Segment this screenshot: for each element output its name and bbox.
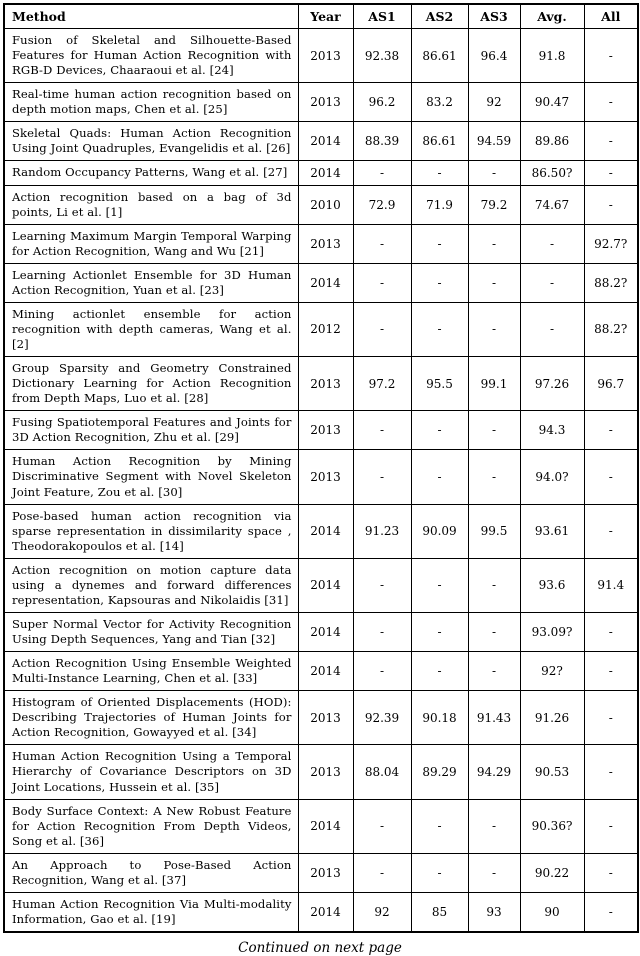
- year-cell: 2013: [298, 224, 353, 263]
- col-header-method: Method: [4, 4, 298, 29]
- table-row: [4, 357, 638, 411]
- avg-cell: 91.8: [520, 29, 584, 83]
- avg-cell: 90.53: [520, 745, 584, 799]
- all-cell: -: [584, 83, 638, 122]
- col-header-as3: AS3: [468, 4, 520, 29]
- year-cell: 2014: [298, 263, 353, 302]
- year-cell: 2012: [298, 302, 353, 356]
- year-cell: 2014: [298, 558, 353, 612]
- year-cell: 2013: [298, 357, 353, 411]
- as2-cell: 90.09: [411, 504, 468, 558]
- method-cell: Action Recognition Using Ensemble Weighted Multi-Instance Learning, Chen et al. [33]: [4, 652, 298, 691]
- as1-cell: 88.04: [353, 745, 411, 799]
- all-cell: -: [584, 161, 638, 185]
- table-row: [4, 122, 638, 161]
- as2-cell: -: [411, 612, 468, 651]
- table-row: [4, 745, 638, 799]
- avg-cell: 92?: [520, 652, 584, 691]
- as1-cell: 97.2: [353, 357, 411, 411]
- method-cell: Skeletal Quads: Human Action Recognition Using Joint Quadruples, Evangelidis et al. [26]: [4, 122, 298, 161]
- as1-cell: -: [353, 799, 411, 853]
- table-row: [4, 691, 638, 745]
- all-cell: -: [584, 612, 638, 651]
- avg-cell: 94.3: [520, 411, 584, 450]
- method-cell: An Approach to Pose-Based Action Recognition, Wang et al. [37]: [4, 853, 298, 892]
- avg-cell: -: [520, 224, 584, 263]
- year-cell: 2013: [298, 450, 353, 504]
- avg-cell: 89.86: [520, 122, 584, 161]
- year-cell: 2013: [298, 29, 353, 83]
- method-cell: Group Sparsity and Geometry Constrained Dictionary Learning for Action Recognition from Depth Maps, Luo et al. [28]: [4, 357, 298, 411]
- as3-cell: -: [468, 558, 520, 612]
- table-row: [4, 185, 638, 224]
- as2-cell: 71.9: [411, 185, 468, 224]
- avg-cell: 86.50?: [520, 161, 584, 185]
- as1-cell: -: [353, 263, 411, 302]
- avg-cell: 93.6: [520, 558, 584, 612]
- table-row: [4, 29, 638, 83]
- all-cell: -: [584, 892, 638, 932]
- as3-cell: -: [468, 612, 520, 651]
- results-table: [3, 3, 639, 933]
- table-row: [4, 892, 638, 932]
- as1-cell: -: [353, 302, 411, 356]
- all-cell: 96.7: [584, 357, 638, 411]
- as3-cell: 79.2: [468, 185, 520, 224]
- method-cell: Real-time human action recognition based on depth motion maps, Chen et al. [25]: [4, 83, 298, 122]
- as2-cell: -: [411, 558, 468, 612]
- as1-cell: -: [353, 161, 411, 185]
- method-cell: Human Action Recognition by Mining Discriminative Segment with Novel Skeleton Joint Feature, Zou et al. [30]: [4, 450, 298, 504]
- as1-cell: 92: [353, 892, 411, 932]
- header-row: [4, 4, 638, 29]
- as2-cell: -: [411, 799, 468, 853]
- method-cell: Fusing Spatiotemporal Features and Joints for 3D Action Recognition, Zhu et al. [29]: [4, 411, 298, 450]
- as2-cell: 89.29: [411, 745, 468, 799]
- method-cell: Human Action Recognition Using a Temporal Hierarchy of Covariance Descriptors on 3D Joint Locations, Hussein et al. [35]: [4, 745, 298, 799]
- table-row: [4, 224, 638, 263]
- avg-cell: 90: [520, 892, 584, 932]
- as2-cell: -: [411, 263, 468, 302]
- as3-cell: -: [468, 799, 520, 853]
- year-cell: 2013: [298, 853, 353, 892]
- method-cell: Super Normal Vector for Activity Recognition Using Depth Sequences, Yang and Tian [32]: [4, 612, 298, 651]
- year-cell: 2014: [298, 504, 353, 558]
- as1-cell: 72.9: [353, 185, 411, 224]
- as2-cell: 85: [411, 892, 468, 932]
- year-cell: 2013: [298, 411, 353, 450]
- as3-cell: 96.4: [468, 29, 520, 83]
- method-cell: Mining actionlet ensemble for action recognition with depth cameras, Wang et al. [2]: [4, 302, 298, 356]
- as3-cell: 94.59: [468, 122, 520, 161]
- all-cell: -: [584, 122, 638, 161]
- year-cell: 2010: [298, 185, 353, 224]
- method-cell: Pose-based human action recognition via sparse representation in dissimilarity space , Theodorakopoulos et al. [14]: [4, 504, 298, 558]
- avg-cell: 74.67: [520, 185, 584, 224]
- as2-cell: -: [411, 411, 468, 450]
- table-row: [4, 504, 638, 558]
- as2-cell: -: [411, 652, 468, 691]
- table-row: [4, 853, 638, 892]
- year-cell: 2013: [298, 83, 353, 122]
- as2-cell: 86.61: [411, 122, 468, 161]
- as2-cell: -: [411, 161, 468, 185]
- all-cell: -: [584, 29, 638, 83]
- table-row: [4, 161, 638, 185]
- all-cell: 88.2?: [584, 302, 638, 356]
- as1-cell: 92.38: [353, 29, 411, 83]
- as1-cell: -: [353, 558, 411, 612]
- as1-cell: 92.39: [353, 691, 411, 745]
- table-row: [4, 652, 638, 691]
- as3-cell: 94.29: [468, 745, 520, 799]
- as3-cell: -: [468, 224, 520, 263]
- table-row: [4, 302, 638, 356]
- all-cell: -: [584, 853, 638, 892]
- all-cell: -: [584, 745, 638, 799]
- method-cell: Fusion of Skeletal and Silhouette-Based Features for Human Action Recognition with RGB-D Devices, Chaaraoui et al. [24]: [4, 29, 298, 83]
- as2-cell: -: [411, 224, 468, 263]
- col-header-as2: AS2: [411, 4, 468, 29]
- as2-cell: 86.61: [411, 29, 468, 83]
- year-cell: 2014: [298, 161, 353, 185]
- avg-cell: -: [520, 302, 584, 356]
- as3-cell: -: [468, 302, 520, 356]
- as1-cell: 88.39: [353, 122, 411, 161]
- as1-cell: 96.2: [353, 83, 411, 122]
- as1-cell: -: [353, 450, 411, 504]
- as3-cell: 99.5: [468, 504, 520, 558]
- as2-cell: -: [411, 450, 468, 504]
- col-header-as1: AS1: [353, 4, 411, 29]
- method-cell: Learning Maximum Margin Temporal Warping for Action Recognition, Wang and Wu [21]: [4, 224, 298, 263]
- method-cell: Body Surface Context: A New Robust Feature for Action Recognition From Depth Videos, Song et al. [36]: [4, 799, 298, 853]
- col-header-all: All: [584, 4, 638, 29]
- continued-note: Continued on next page: [238, 940, 402, 956]
- method-cell: Action recognition based on a bag of 3d points, Li et al. [1]: [4, 185, 298, 224]
- avg-cell: 90.36?: [520, 799, 584, 853]
- table-row: [4, 450, 638, 504]
- as3-cell: 92: [468, 83, 520, 122]
- all-cell: 91.4: [584, 558, 638, 612]
- as2-cell: -: [411, 302, 468, 356]
- avg-cell: 97.26: [520, 357, 584, 411]
- table-row: [4, 411, 638, 450]
- all-cell: -: [584, 450, 638, 504]
- as2-cell: 83.2: [411, 83, 468, 122]
- as3-cell: 99.1: [468, 357, 520, 411]
- as1-cell: -: [353, 612, 411, 651]
- avg-cell: 91.26: [520, 691, 584, 745]
- col-header-avg: Avg.: [520, 4, 584, 29]
- year-cell: 2014: [298, 612, 353, 651]
- all-cell: -: [584, 652, 638, 691]
- as3-cell: -: [468, 161, 520, 185]
- as2-cell: -: [411, 853, 468, 892]
- as1-cell: -: [353, 224, 411, 263]
- col-header-year: Year: [298, 4, 353, 29]
- all-cell: 88.2?: [584, 263, 638, 302]
- table-row: [4, 799, 638, 853]
- as3-cell: -: [468, 853, 520, 892]
- all-cell: -: [584, 691, 638, 745]
- avg-cell: 94.0?: [520, 450, 584, 504]
- year-cell: 2014: [298, 892, 353, 932]
- all-cell: 92.7?: [584, 224, 638, 263]
- as3-cell: -: [468, 450, 520, 504]
- as1-cell: 91.23: [353, 504, 411, 558]
- as2-cell: 90.18: [411, 691, 468, 745]
- method-cell: Histogram of Oriented Displacements (HOD): Describing Trajectories of Human Joints for Action Recognition, Gowayyed et al. [34]: [4, 691, 298, 745]
- table-row: [4, 558, 638, 612]
- as1-cell: -: [353, 853, 411, 892]
- as3-cell: -: [468, 652, 520, 691]
- year-cell: 2014: [298, 652, 353, 691]
- method-cell: Random Occupancy Patterns, Wang et al. [27]: [4, 161, 298, 185]
- avg-cell: 90.47: [520, 83, 584, 122]
- table-row: [4, 83, 638, 122]
- all-cell: -: [584, 185, 638, 224]
- avg-cell: -: [520, 263, 584, 302]
- as3-cell: 91.43: [468, 691, 520, 745]
- as2-cell: 95.5: [411, 357, 468, 411]
- method-cell: Learning Actionlet Ensemble for 3D Human Action Recognition, Yuan et al. [23]: [4, 263, 298, 302]
- avg-cell: 93.61: [520, 504, 584, 558]
- as3-cell: -: [468, 263, 520, 302]
- table-row: [4, 263, 638, 302]
- year-cell: 2013: [298, 691, 353, 745]
- table-row: [4, 612, 638, 651]
- as3-cell: -: [468, 411, 520, 450]
- all-cell: -: [584, 799, 638, 853]
- all-cell: -: [584, 411, 638, 450]
- year-cell: 2014: [298, 122, 353, 161]
- year-cell: 2013: [298, 745, 353, 799]
- avg-cell: 90.22: [520, 853, 584, 892]
- as1-cell: -: [353, 411, 411, 450]
- method-cell: Human Action Recognition Via Multi-modality Information, Gao et al. [19]: [4, 892, 298, 932]
- avg-cell: 93.09?: [520, 612, 584, 651]
- method-cell: Action recognition on motion capture data using a dynemes and forward differences representation, Kapsouras and Nikolaidis [31]: [4, 558, 298, 612]
- all-cell: -: [584, 504, 638, 558]
- as1-cell: -: [353, 652, 411, 691]
- as3-cell: 93: [468, 892, 520, 932]
- year-cell: 2014: [298, 799, 353, 853]
